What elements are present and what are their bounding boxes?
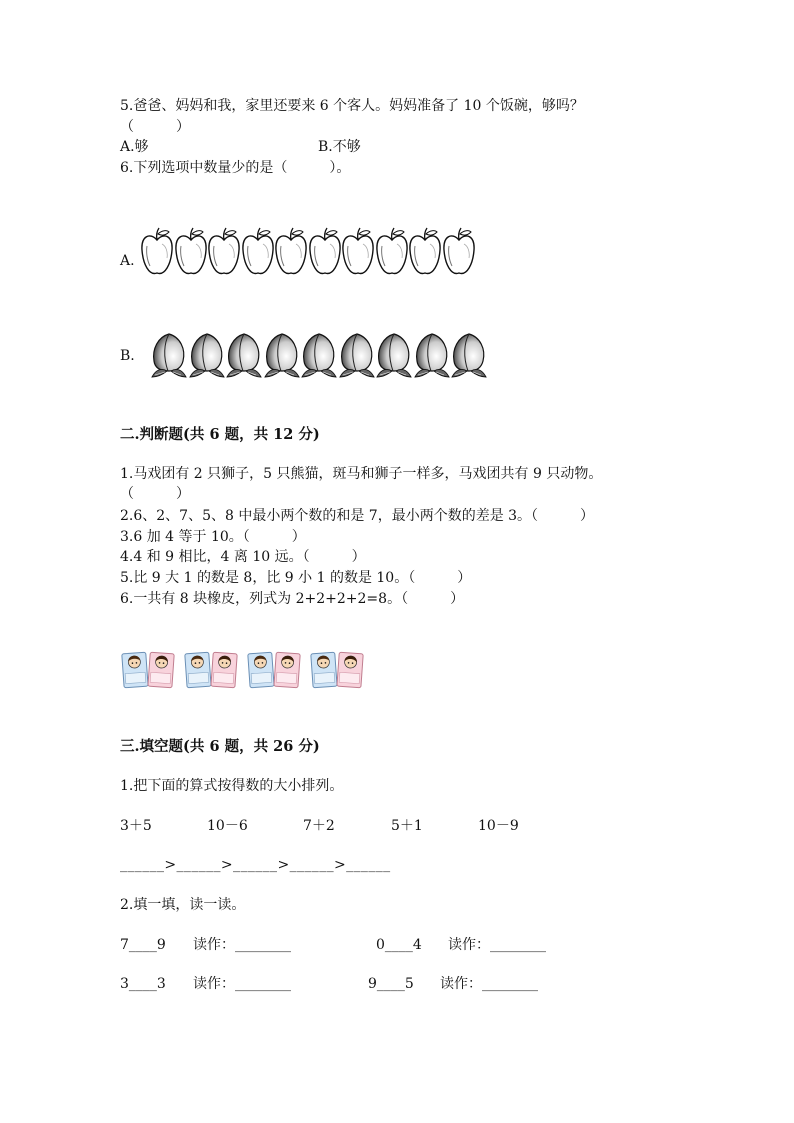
judge-item-6: 6.一共有 8 块橡皮，列式为 2+2+2+2=8。（ ） xyxy=(120,591,465,607)
expression-5: 10－9 xyxy=(478,818,519,834)
q6-text: 6.下列选项中数量少的是（ ）。 xyxy=(120,160,351,176)
peach-icon xyxy=(263,331,301,379)
eraser-pair-icon xyxy=(184,647,239,692)
peach-row xyxy=(150,331,488,379)
peach-icon xyxy=(150,331,188,379)
q5-answer-blank[interactable]: （ ） xyxy=(120,119,190,135)
q5-text: 5.爸爸、妈妈和我，家里还要来 6 个客人。妈妈准备了 10 个饭碗，够吗？ xyxy=(120,98,584,114)
eraser-row xyxy=(121,647,373,692)
apple-icon xyxy=(442,226,476,278)
peach-icon xyxy=(188,331,226,379)
apple-icon xyxy=(207,226,241,278)
apple-icon xyxy=(241,226,275,278)
fill-pair-1[interactable]: 7____9 xyxy=(120,937,166,953)
q6-option-a-label: A. xyxy=(120,253,135,269)
fill-read-3[interactable]: 读作：________ xyxy=(193,976,291,992)
expression-3: 7＋2 xyxy=(303,818,335,834)
fill-q2-text: 2.填一填，读一读。 xyxy=(120,897,246,913)
eraser-pair-icon xyxy=(121,647,176,692)
apple-icon xyxy=(341,226,375,278)
apple-row xyxy=(140,226,475,278)
q6-option-b-label: B. xyxy=(120,348,135,364)
judge-item-3: 3.6 加 4 等于 10。（ ） xyxy=(120,529,306,545)
expression-1: 3＋5 xyxy=(120,818,152,834)
eraser-pair-icon xyxy=(247,647,302,692)
judge-item-1: 1.马戏团有 2 只狮子，5 只熊猫，斑马和狮子一样多，马戏团共有 9 只动物。 xyxy=(120,466,603,482)
q5-option-a: A.够 xyxy=(120,139,149,155)
judge-item-4: 4.4 和 9 相比，4 离 10 远。（ ） xyxy=(120,549,366,565)
order-answer-line[interactable]: ______>______>______>______>______ xyxy=(120,857,391,873)
judge-item-2: 2.6、2、7、5、8 中最小两个数的和是 7，最小两个数的差是 3。（ ） xyxy=(120,508,595,524)
judge-item-1-blank[interactable]: （ ） xyxy=(120,486,190,502)
apple-icon xyxy=(140,226,174,278)
apple-icon xyxy=(375,226,409,278)
peach-icon xyxy=(225,331,263,379)
judge-item-5: 5.比 9 大 1 的数是 8，比 9 小 1 的数是 10。（ ） xyxy=(120,570,472,586)
fill-read-4[interactable]: 读作：________ xyxy=(440,976,538,992)
apple-icon xyxy=(308,226,342,278)
peach-icon xyxy=(375,331,413,379)
peach-icon xyxy=(413,331,451,379)
expression-2: 10－6 xyxy=(207,818,248,834)
section3-title: 三.填空题(共 6 题，共 26 分) xyxy=(120,738,320,755)
peach-icon xyxy=(338,331,376,379)
peach-icon xyxy=(300,331,338,379)
fill-pair-4[interactable]: 9____5 xyxy=(368,976,414,992)
fill-pair-3[interactable]: 3____3 xyxy=(120,976,166,992)
fill-read-2[interactable]: 读作：________ xyxy=(448,937,546,953)
apple-icon xyxy=(408,226,442,278)
fill-q1-text: 1.把下面的算式按得数的大小排列。 xyxy=(120,778,344,794)
q5-option-b: B.不够 xyxy=(318,139,361,155)
expression-4: 5＋1 xyxy=(391,818,423,834)
apple-icon xyxy=(174,226,208,278)
fill-read-1[interactable]: 读作：________ xyxy=(193,937,291,953)
apple-icon xyxy=(274,226,308,278)
eraser-pair-icon xyxy=(310,647,365,692)
peach-icon xyxy=(450,331,488,379)
fill-pair-2[interactable]: 0____4 xyxy=(376,937,422,953)
section2-title: 二.判断题(共 6 题，共 12 分) xyxy=(120,426,320,443)
